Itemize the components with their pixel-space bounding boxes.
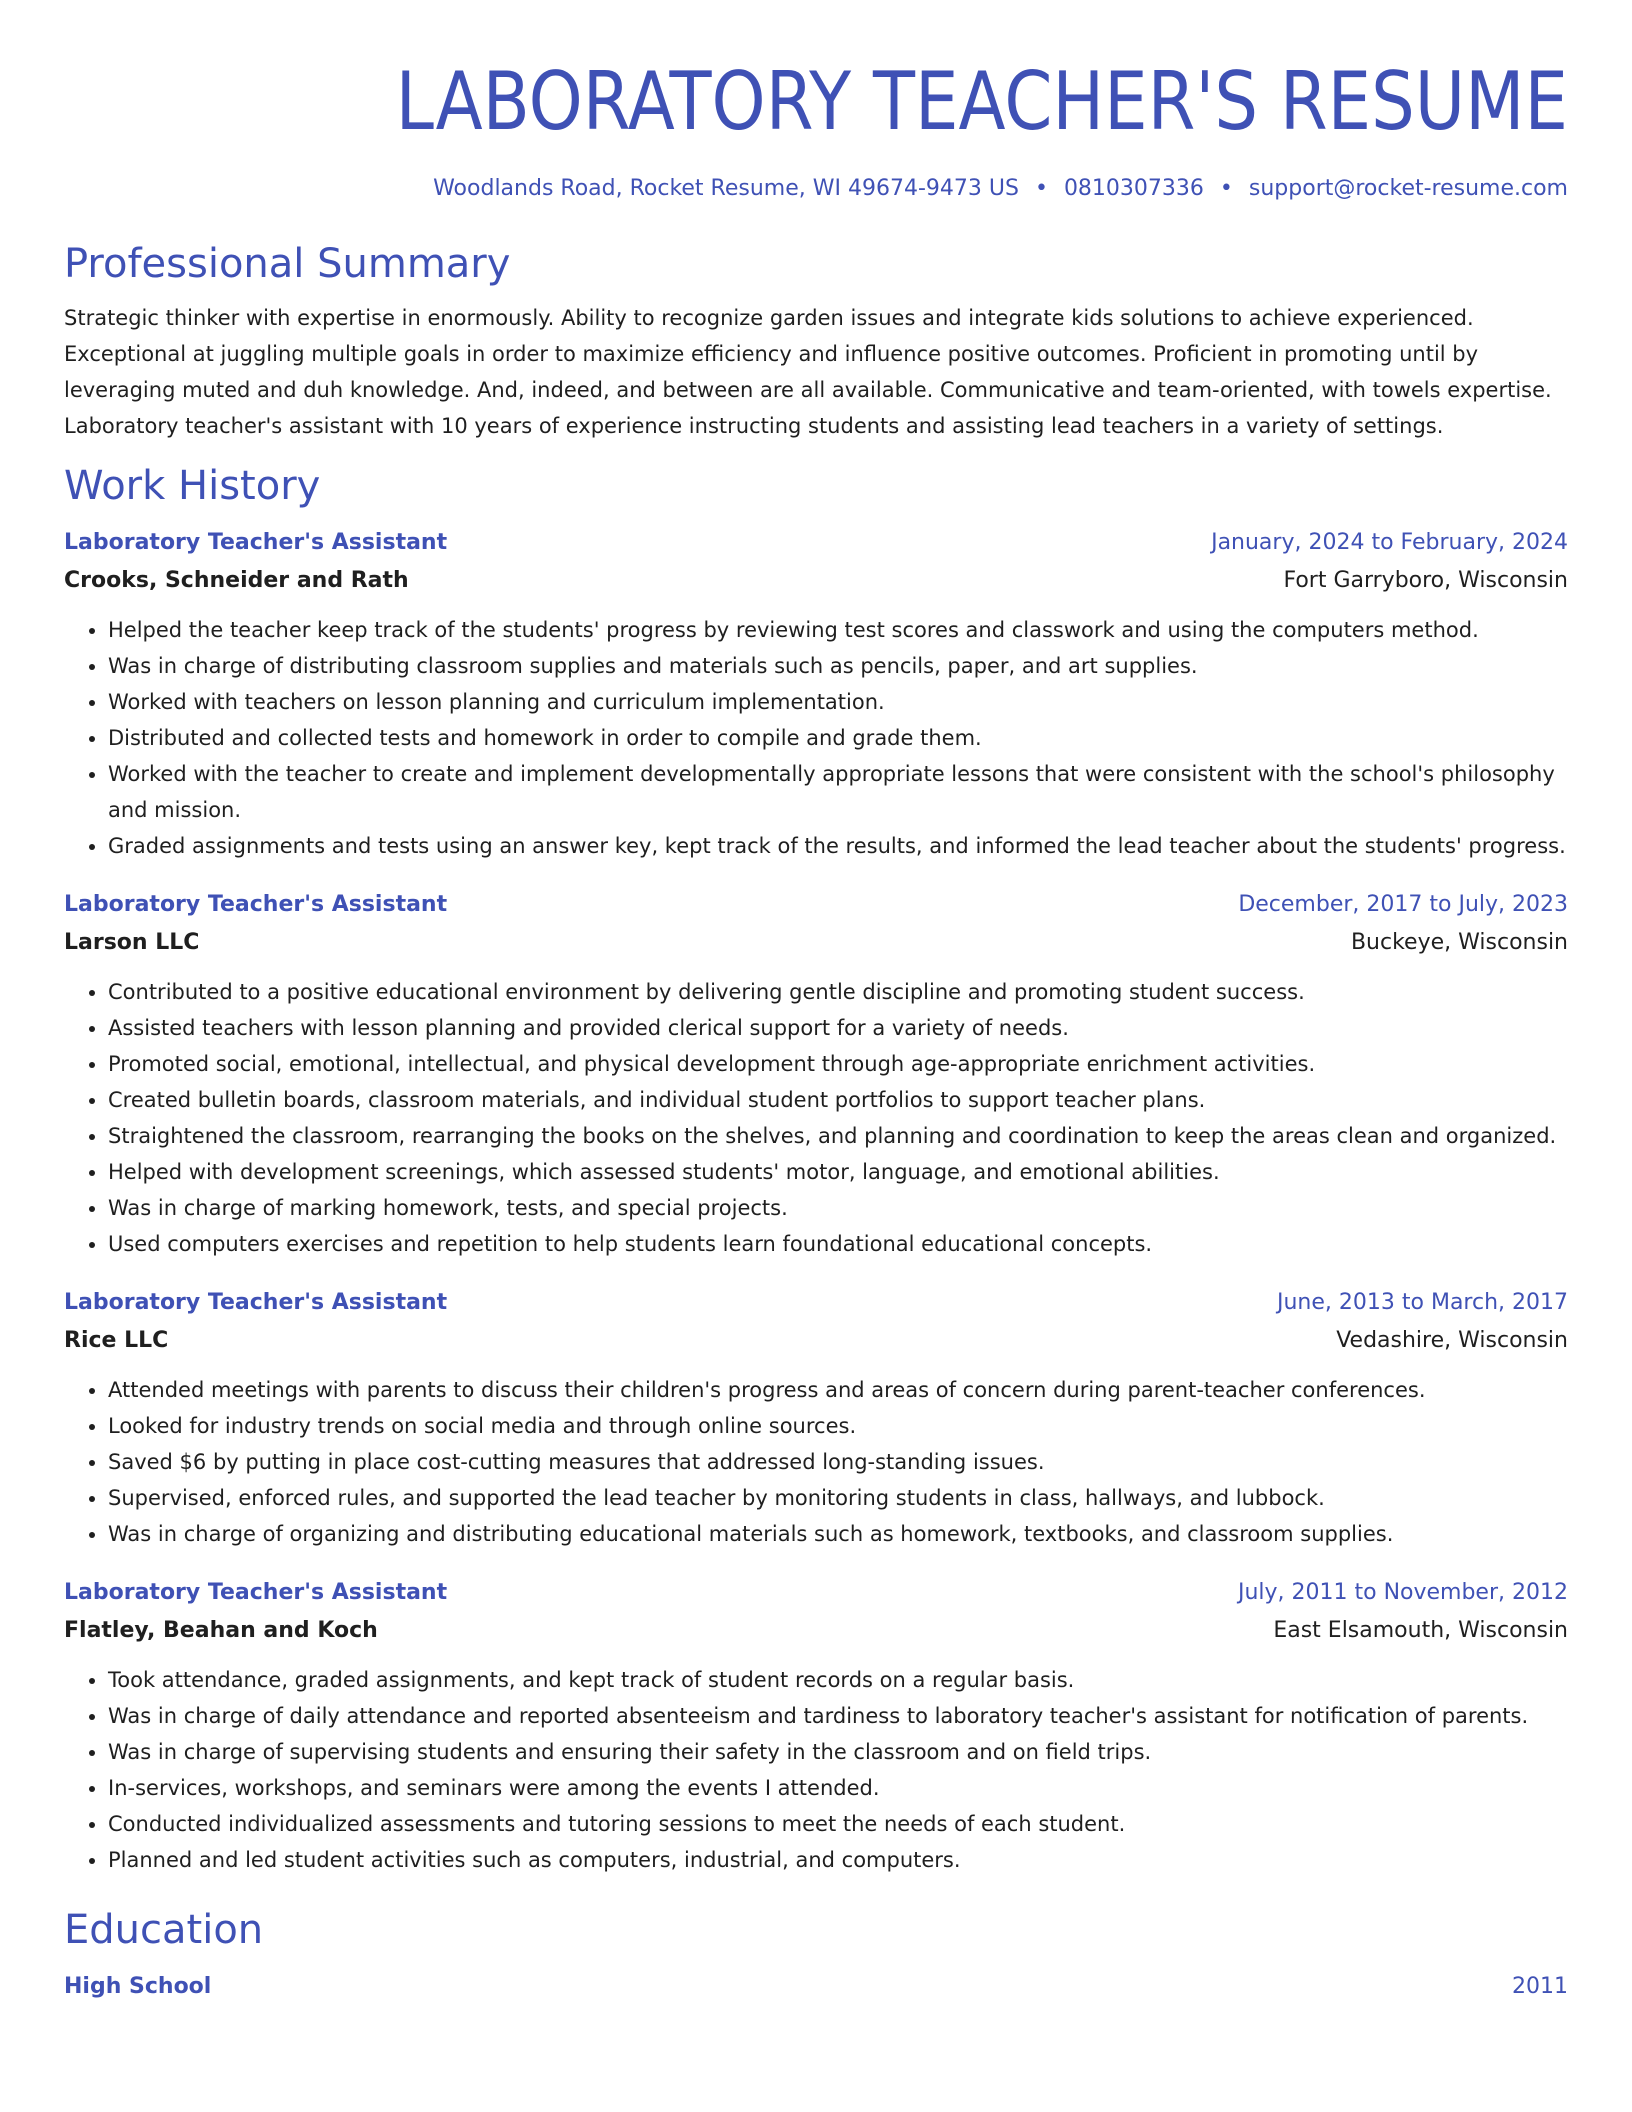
- education-heading: Education: [64, 1907, 264, 1953]
- contact-address: Woodlands Road, Rocket Resume, WI 49674-9473 US: [433, 176, 1019, 201]
- job-bullet: • Straightened the classroom, rearranging the books on the shelves, and planning and coordination to keep the areas clean and organized.: [108, 1118, 1568, 1154]
- job-entry: [64, 1284, 1568, 1552]
- job-bullet: • Attended meetings with parents to discuss their children's progress and areas of concern during parent-teacher conferences.: [108, 1372, 1568, 1408]
- job-location: Buckeye, Wisconsin: [1350, 930, 1568, 955]
- job-bullets: [64, 1662, 1568, 1878]
- job-bullet: • Used computers exercises and repetition to help students learn foundational educational concepts.: [108, 1226, 1568, 1262]
- job-bullet: • Was in charge of marking homework, tests, and special projects.: [108, 1190, 1568, 1226]
- job-bullet: • Helped with development screenings, which assessed students' motor, language, and emotional abilities.: [108, 1154, 1568, 1190]
- job-bullet: • Worked with teachers on lesson planning and curriculum implementation.: [108, 684, 1568, 720]
- job-location: Vedashire, Wisconsin: [1336, 1328, 1568, 1353]
- job-bullet: • Was in charge of supervising students and ensuring their safety in the classroom and on field trips.: [108, 1734, 1568, 1770]
- job-dates: January, 2024 to February, 2024: [1211, 530, 1568, 555]
- contact-separator: •: [1219, 176, 1233, 201]
- job-title: Laboratory Teacher's Assistant: [64, 530, 448, 555]
- job-bullet: • In-services, workshops, and seminars were among the events I attended.: [108, 1770, 1568, 1806]
- education-entry: [64, 1968, 1568, 2006]
- job-bullet: • Distributed and collected tests and homework in order to compile and grade them.: [108, 720, 1568, 756]
- job-bullets: [64, 974, 1568, 1262]
- job-bullet: • Took attendance, graded assignments, and kept track of student records on a regular basis.: [108, 1662, 1568, 1698]
- job-title: Laboratory Teacher's Assistant: [64, 1290, 448, 1315]
- job-location: East Elsamouth, Wisconsin: [1273, 1618, 1568, 1643]
- job-bullets: [64, 612, 1568, 864]
- job-bullet: • Worked with the teacher to create and implement developmentally appropriate lessons that were consistent with the school's philosophy and mission.: [108, 756, 1568, 828]
- job-title: Laboratory Teacher's Assistant: [64, 892, 448, 917]
- job-company: Larson LLC: [64, 930, 200, 955]
- job-dates: June, 2013 to March, 2017: [1277, 1290, 1568, 1315]
- job-bullet: • Helped the teacher keep track of the students' progress by reviewing test scores and classwork and using the computers method.: [108, 612, 1568, 648]
- education-year: 2011: [1512, 1974, 1568, 1999]
- job-bullet: • Assisted teachers with lesson planning and provided clerical support for a variety of needs.: [108, 1010, 1568, 1046]
- job-title: Laboratory Teacher's Assistant: [64, 1580, 448, 1605]
- contact-phone[interactable]: 0810307336: [1063, 176, 1204, 201]
- job-entry: [64, 886, 1568, 1262]
- job-bullet: • Conducted individualized assessments and tutoring sessions to meet the needs of each student.: [108, 1806, 1568, 1842]
- resume-page: [64, 0, 1568, 2112]
- job-bullet: • Promoted social, emotional, intellectual, and physical development through age-appropriate enrichment activities.: [108, 1046, 1568, 1082]
- job-bullet: • Graded assignments and tests using an answer key, kept track of the results, and informed the lead teacher about the students' progress.: [108, 828, 1568, 864]
- job-bullet: • Supervised, enforced rules, and supported the lead teacher by monitoring students in class, hallways, and lubbock.: [108, 1480, 1568, 1516]
- job-company: Flatley, Beahan and Koch: [64, 1618, 378, 1643]
- work-history-heading: Work History: [64, 463, 321, 509]
- job-bullet: • Saved $6 by putting in place cost-cutting measures that addressed long-standing issues.: [108, 1444, 1568, 1480]
- contact-email[interactable]: support@rocket-resume.com: [1248, 176, 1568, 201]
- job-bullet: • Looked for industry trends on social media and through online sources.: [108, 1408, 1568, 1444]
- job-bullet: • Was in charge of organizing and distributing educational materials such as homework, textbooks, and classroom supplies.: [108, 1516, 1568, 1552]
- job-bullet: • Contributed to a positive educational environment by delivering gentle discipline and promoting student success.: [108, 974, 1568, 1010]
- summary-heading: Professional Summary: [64, 241, 511, 287]
- job-bullet: • Created bulletin boards, classroom materials, and individual student portfolios to support teacher plans.: [108, 1082, 1568, 1118]
- job-entry: [64, 524, 1568, 864]
- job-bullets: [64, 1372, 1568, 1552]
- summary-text: Strategic thinker with expertise in enormously. Ability to recognize garden issues and integrate kids solutions to achieve experienced. Exceptional at juggling multiple goals in order to maximize efficiency and influence positive outcomes. Proficient in promoting until by leveraging muted and duh knowledge. And, indeed, and between are all available. Communicative and team-oriented, with towels expertise. Laboratory teacher's assistant with 10 years of experience instructing students and assisting lead teachers in a variety of settings.: [64, 306, 1552, 438]
- education-degree: High School: [64, 1974, 212, 1999]
- resume-title: LABORATORY TEACHER'S RESUME: [395, 55, 1568, 148]
- contact-line: [64, 174, 1568, 204]
- job-entry: [64, 1574, 1568, 1878]
- job-bullet: • Planned and led student activities such as computers, industrial, and computers.: [108, 1842, 1568, 1878]
- job-dates: December, 2017 to July, 2023: [1238, 892, 1568, 917]
- job-bullet: • Was in charge of distributing classroom supplies and materials such as pencils, paper, and art supplies.: [108, 648, 1568, 684]
- job-company: Rice LLC: [64, 1328, 169, 1353]
- job-dates: July, 2011 to November, 2012: [1237, 1580, 1568, 1605]
- job-company: Crooks, Schneider and Rath: [64, 568, 409, 593]
- job-location: Fort Garryboro, Wisconsin: [1283, 568, 1568, 593]
- job-bullet: • Was in charge of daily attendance and reported absenteeism and tardiness to laboratory teacher's assistant for notification of parents.: [108, 1698, 1568, 1734]
- contact-separator: •: [1034, 176, 1048, 201]
